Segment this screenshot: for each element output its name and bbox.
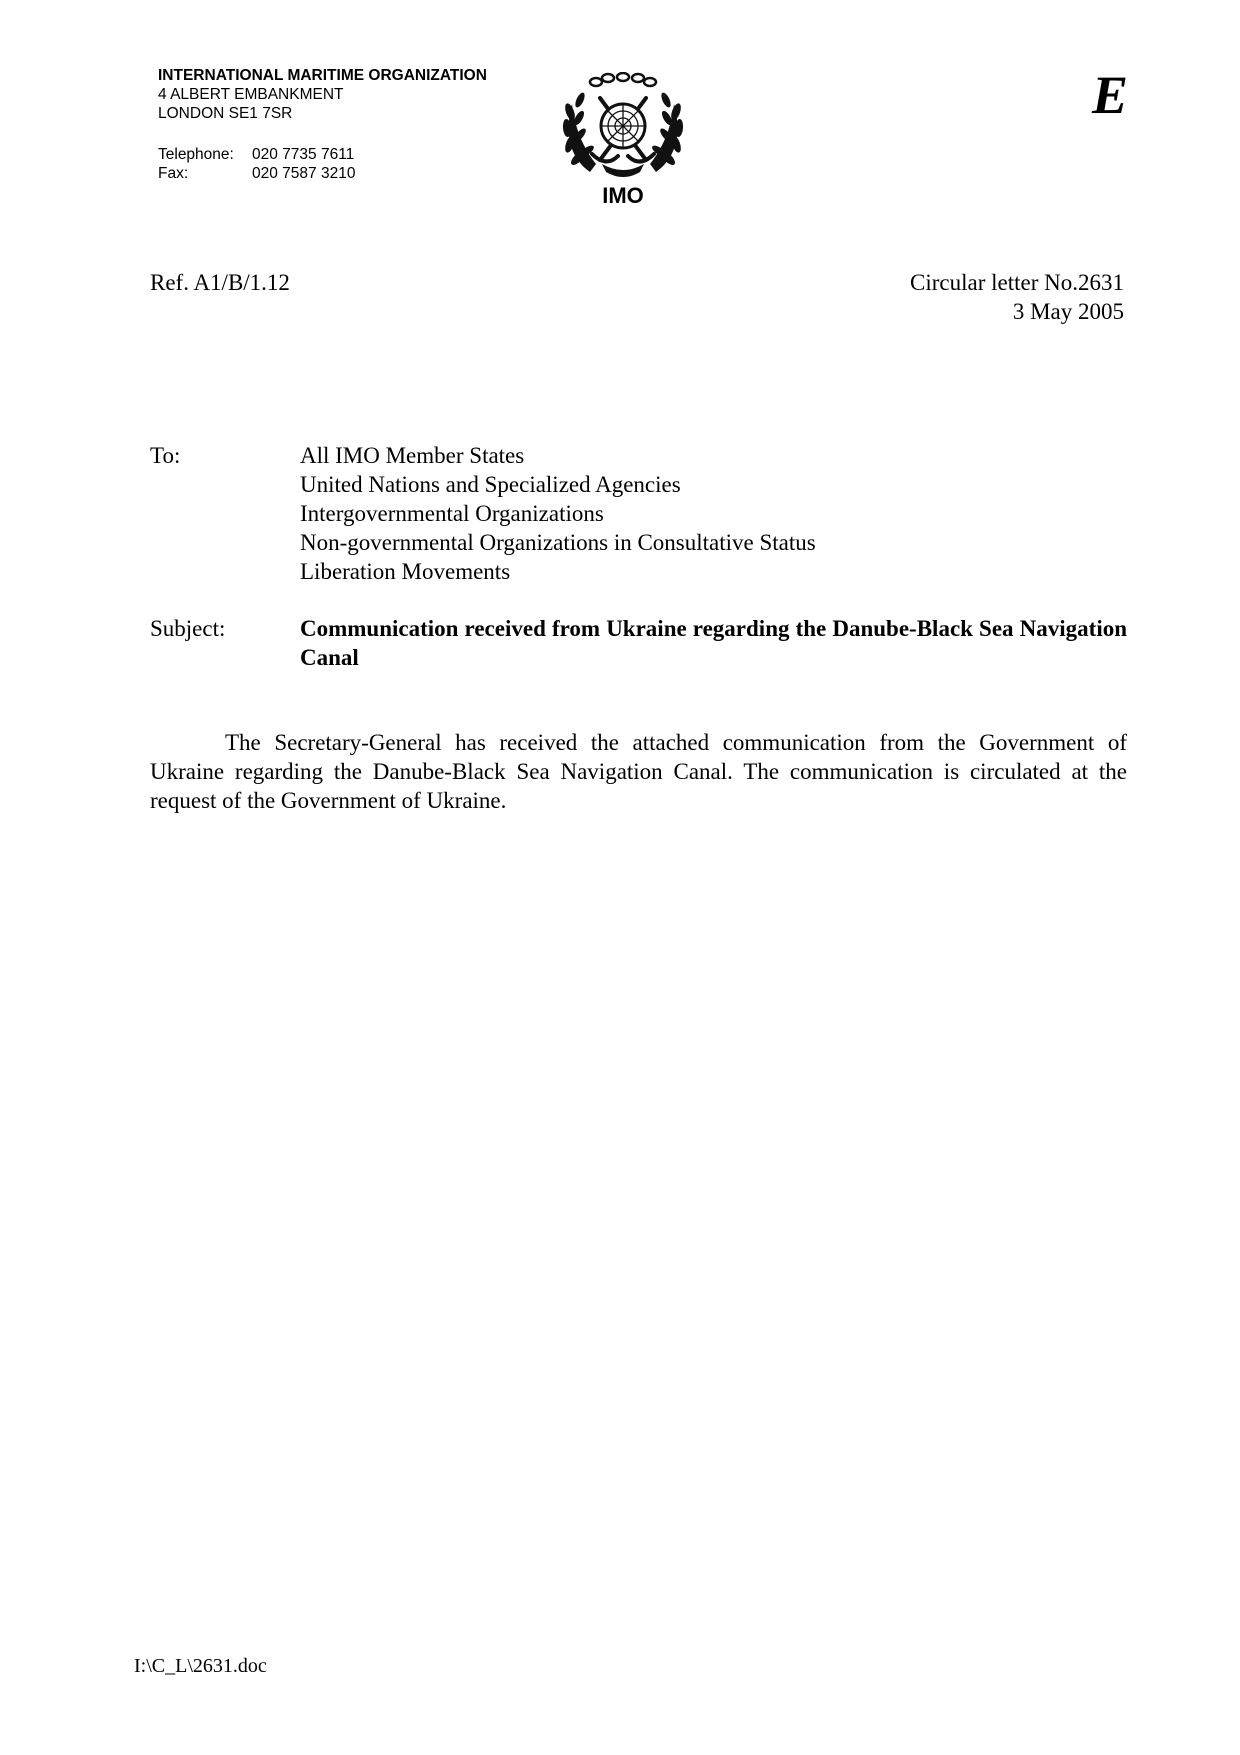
reference-number: Ref. A1/B/1.12	[150, 270, 290, 295]
recipient-item: Liberation Movements	[300, 559, 511, 584]
fax-row	[158, 164, 355, 183]
fax-value: 020 7587 3210	[252, 165, 356, 182]
circular-info	[910, 268, 1124, 326]
letter-date: 3 May 2005	[1012, 299, 1124, 324]
recipients-list	[300, 441, 816, 586]
circular-letter-number: Circular letter No.2631	[910, 270, 1124, 295]
address-line-2: LONDON SE1 7SR	[158, 105, 293, 122]
recipient-item: United Nations and Specialized Agencies	[300, 472, 681, 497]
file-path-footer: I:\C_L\2631.doc	[134, 1655, 267, 1677]
language-mark: E	[1091, 65, 1128, 125]
organization-address	[158, 66, 487, 123]
contact-details	[158, 145, 355, 183]
recipient-item: Intergovernmental Organizations	[300, 501, 604, 526]
organization-name: INTERNATIONAL MARITIME ORGANIZATION	[158, 67, 487, 84]
recipient-item: Non-governmental Organizations in Consultative Status	[300, 530, 816, 555]
telephone-value: 020 7735 7611	[252, 146, 355, 163]
subject-label: Subject:	[150, 616, 226, 641]
recipients-label: To:	[150, 443, 181, 468]
address-line-1: 4 ALBERT EMBANKMENT	[158, 86, 344, 103]
body-paragraph: The Secretary-General has received the attached communication from the Government of Ukraine regarding the Danube-Black Sea Navigation Canal. The communication is circulated at the request of the Government of Ukraine.	[150, 730, 1127, 813]
telephone-row	[158, 145, 355, 164]
telephone-label: Telephone:	[158, 146, 234, 163]
fax-label: Fax:	[158, 165, 189, 182]
recipient-item: All IMO Member States	[300, 443, 525, 468]
imo-emblem-icon	[562, 72, 684, 180]
subject-text: Communication received from Ukraine regarding the Danube-Black Sea Navigation Canal	[300, 616, 1127, 670]
emblem-caption: IMO	[602, 183, 644, 208]
